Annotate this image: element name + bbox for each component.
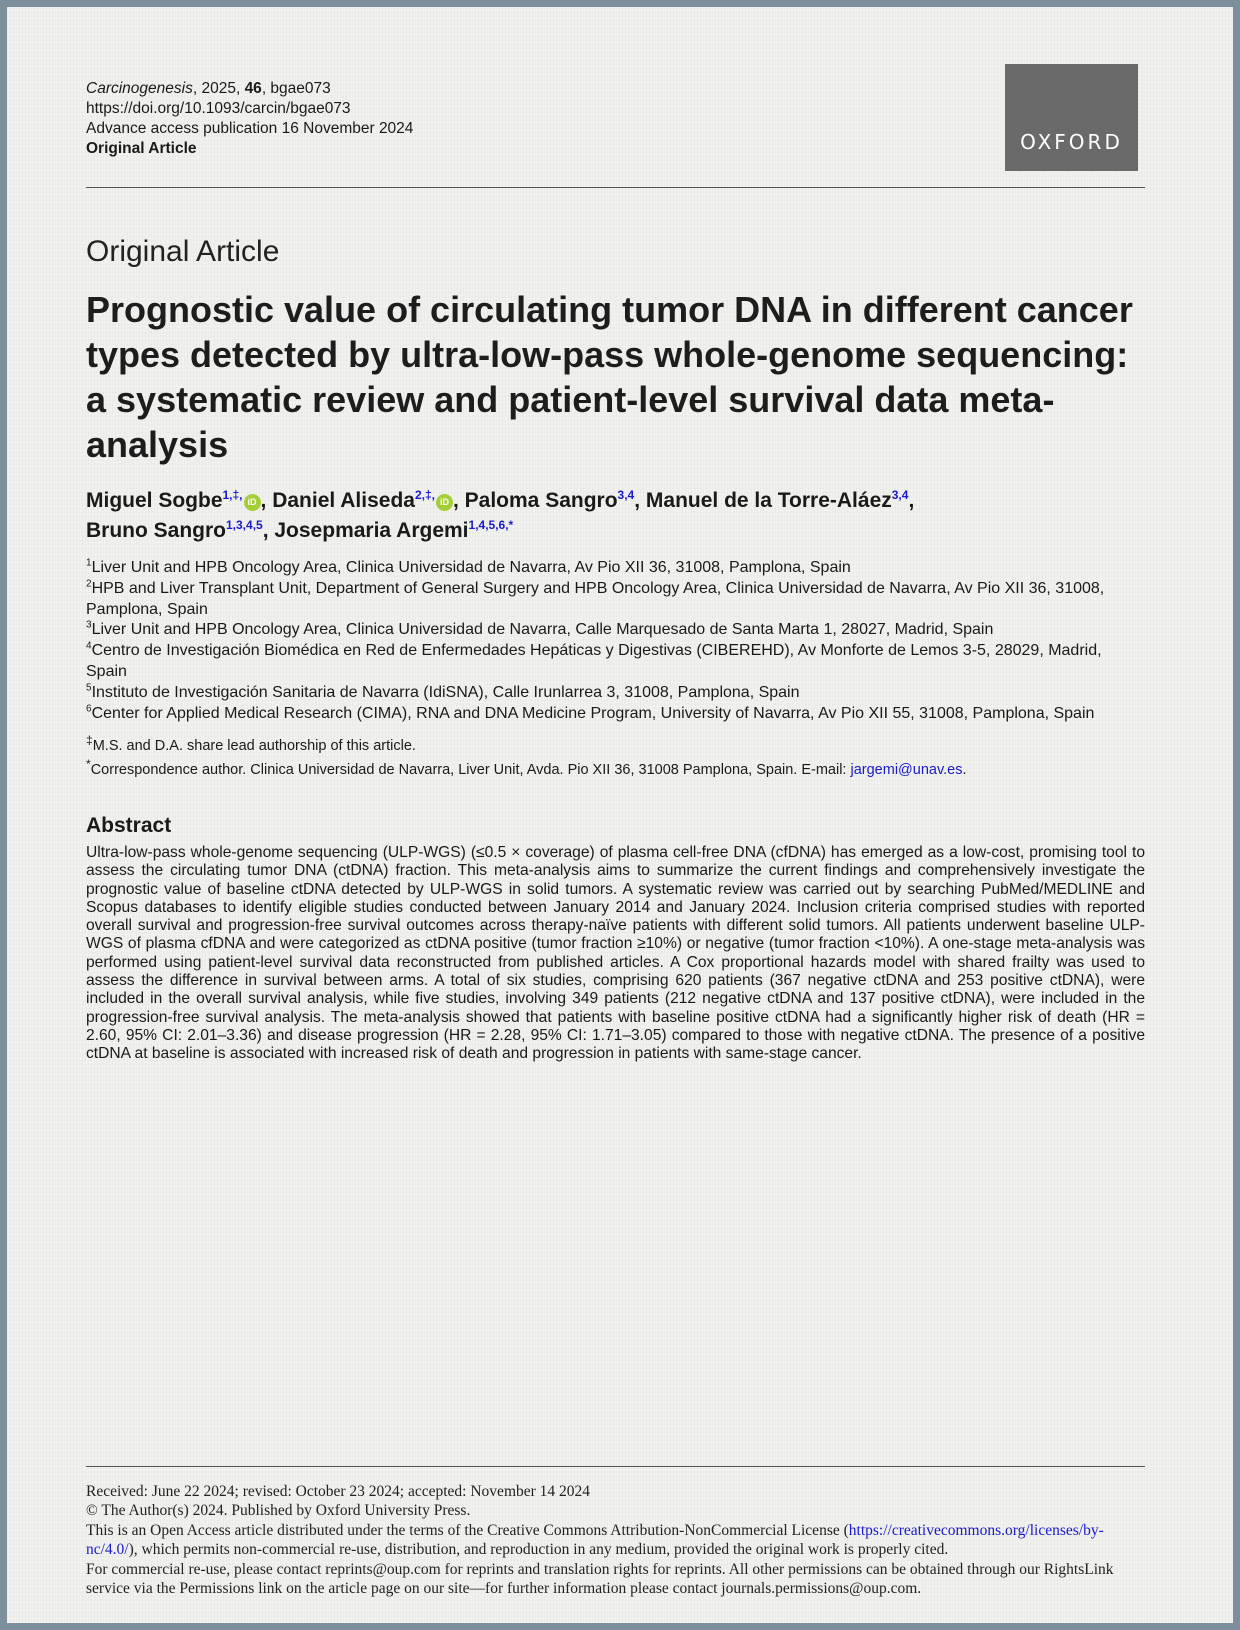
affiliation-number: 3 [86,620,92,632]
author-affiliation-marks: 2,‡, [414,488,435,502]
author-affiliation-marks: 1,‡, [222,488,243,502]
section-label: Original Article [86,235,280,268]
author-affiliation-marks: 1,3,4,5 [226,518,263,532]
commercial-notice: For commercial re-use, please contact reprints@oup.com for reprints and translation rights for reprints. All other permissions can be obtained through our RightsLink service via the Permissions link on the article page on our site—for further information please contact journals.permissions@oup.com. [86,1560,1114,1598]
year-text: , 2025, [192,80,245,97]
author-list [86,486,1145,546]
affiliation-item [86,620,1145,641]
affiliation-number: 6 [86,703,92,715]
abstract-heading: Abstract [86,814,172,837]
article-title: Prognostic value of circulating tumor DNA in different cancer types detected by ultra-low-pass whole-genome sequencing: a systematic review and patient-level survival data meta-analysis [86,289,1133,465]
affiliation-text: Center for Applied Medical Research (CIMA), RNA and DNA Medicine Program, University of Navarra, Av Pio XII 55, 31008, Pamplona, Spain [91,704,1095,722]
author-name: Paloma Sangro [464,489,618,512]
article-dates: Received: June 22 2024; revised: October 23 2024; accepted: November 14 2024 [86,1483,591,1500]
note-symbol: * [86,756,91,771]
affiliation-item [86,558,1145,579]
author-item[interactable] [274,519,513,542]
note-text: M.S. and D.A. share lead authorship of this article. [92,737,416,754]
affiliation-text: Centro de Investigación Biomédica en Red de Enfermedades Hepáticas y Digestivas (CIBEREHD), Av Monforte de Lemos 3-5, 28029, Madrid, Spain [86,642,1102,680]
header-divider [86,187,1145,188]
affiliation-text: HPB and Liver Transplant Unit, Department of General Surgery and HPB Oncology Area, Clinica Universidad de Navarra, Av Pio XII 36, 31008, Pamplona, Spain [86,579,1105,618]
note-text: Correspondence author. Clinica Universidad de Navarra, Liver Unit, Avda. Pio XII 36, 31008 Pamplona, Spain. E-mail: [90,761,851,778]
author-affiliation-marks: 3,4 [617,488,635,502]
affiliation-item [86,641,1145,683]
author-separator: , [260,489,273,512]
author-name: Bruno Sangro [86,519,226,542]
author-name: Miguel Sogbe [86,489,223,512]
footer-divider [86,1466,1145,1467]
oxford-logo: OXFORD [1005,64,1138,171]
journal-name: Carcinogenesis [86,80,193,97]
article-id: , bgae073 [261,80,331,97]
author-separator: , [908,489,915,512]
affiliation-text: Liver Unit and HPB Oncology Area, Clinica Universidad de Navarra, Av Pio XII 36, 31008, Pamplona, Spain [91,559,851,576]
doi-link[interactable]: https://doi.org/10.1093/carcin/bgae073 [86,100,351,117]
author-item[interactable] [86,489,272,512]
author-name: Manuel de la Torre-Aláez [645,489,892,512]
correspondence-note [86,755,1145,779]
author-item[interactable] [646,489,914,512]
affiliation-item [86,704,1145,725]
article-type: Original Article [86,140,197,157]
affiliation-text: Liver Unit and HPB Oncology Area, Clinica Universidad de Navarra, Calle Marquesado de Santa Marta 1, 28027, Madrid, Spain [91,621,994,639]
affiliation-number: 4 [86,640,92,652]
author-separator: , [452,489,465,512]
lead-authorship-note [86,731,1145,755]
author-affiliation-marks: 3,4 [891,488,909,502]
article-footer [86,1482,1145,1598]
publication-note: Advance access publication 16 November 2024 [86,120,414,137]
article-meta [86,79,1145,159]
license-link[interactable]: https://creativecommons.org/licenses/by-nc/4.0/ [86,1521,1104,1559]
author-item[interactable] [465,489,646,512]
affiliation-item [86,579,1145,621]
orcid-icon[interactable]: iD [244,494,261,511]
affiliation-number: 1 [86,557,92,569]
volume-number: 46 [244,80,262,97]
author-notes [86,731,1145,779]
author-item[interactable] [86,519,274,542]
affiliation-number: 2 [86,578,92,590]
author-item[interactable] [272,489,464,512]
author-affiliation-marks: 1,4,5,6,* [468,518,514,532]
citation-line [86,79,1145,99]
author-separator: , [262,519,275,542]
license-text-end: ), which permits non-commercial re-use, distribution, and reproduction in any medium, provided the original work is properly cited. [128,1541,949,1559]
author-name: Daniel Aliseda [272,489,415,512]
author-separator: , [634,489,646,512]
abstract-text: Ultra-low-pass whole-genome sequencing (ULP-WGS) (≤0.5 × coverage) of plasma cell-free DNA (cfDNA) has emerged as a low-cost, promising tool to assess the circulating tumor DNA (ctDNA) fraction. This meta-analysis aims to summarize the current findings and comprehensively investigate the prognostic value of baseline ctDNA detected by ULP-WGS in solid tumors. A systematic review was carried out by searching PubMed/MEDLINE and Scopus databases to identify eligible studies conducted between January 2014 and January 2024. Inclusion criteria comprised studies with reported overall survival and progression-free survival outcomes across therapy-naïve patients with different solid tumors. All patients underwent baseline ULP-WGS of plasma cfDNA and were categorized as ctDNA positive (tumor fraction ≥10%) or negative (tumor fraction <10%). A one-stage meta-analysis was performed using patient-level survival data reconstructed from published articles. A Cox proportional hazards model with shared frailty was used to assess the difference in survival between arms. A total of six studies, comprising 620 patients (367 negative ctDNA and 253 positive ctDNA), were included in the overall survival analysis, while five studies, involving 349 patients (212 negative ctDNA and 137 positive ctDNA), were included in the progression-free survival analysis. The meta-analysis showed that patients with baseline positive ctDNA had a significantly higher risk of death (HR = 2.60, 95% CI: 2.01–3.36) and disease progression (HR = 2.28, 95% CI: 1.71–3.05) compared to those with negative ctDNA. The presence of a positive ctDNA at baseline is associated with increased risk of death and progression in patients with same-stage cancer. [86,844,1145,1063]
affiliation-text: Instituto de Investigación Sanitaria de Navarra (IdiSNA), Calle Irunlarrea 3, 31008, Pamplona, Spain [91,683,800,701]
copyright-notice: © The Author(s) 2024. Published by Oxford University Press. [86,1502,471,1520]
orcid-icon[interactable]: iD [436,494,453,511]
article-page [7,7,1233,1623]
author-name: Josepmaria Argemi [274,519,469,542]
affiliation-item [86,683,1145,704]
note-end: . [962,761,967,778]
email-link[interactable]: jargemi@unav.es [850,761,963,778]
license-text: This is an Open Access article distributed under the terms of the Creative Commons Attribution-NonCommercial License ( [86,1521,849,1539]
affiliation-list [86,558,1145,724]
affiliation-number: 5 [86,682,92,694]
license-notice [86,1521,1145,1560]
note-symbol: ‡ [86,733,93,747]
